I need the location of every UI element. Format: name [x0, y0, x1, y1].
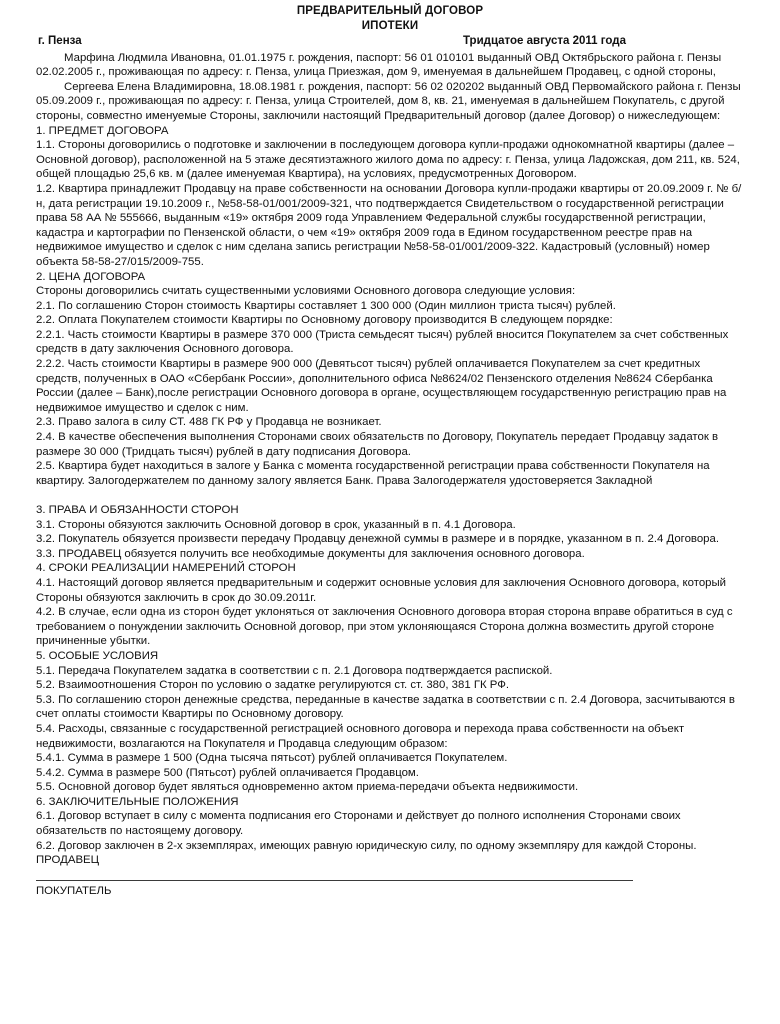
clause-4-1: 4.1. Настоящий договор является предварительным и содержит основные условия для заключения Основного договора, который Стороны обязуются заключить в срок до 30.09.2011г. [36, 576, 727, 604]
section-heading-2: 2. ЦЕНА ДОГОВОРА [36, 270, 146, 283]
title-line-1: ПРЕДВАРИТЕЛЬНЫЙ ДОГОВОР [296, 5, 484, 17]
clause-5-1: 5.1. Передача Покупателем задатка в соответствии с п. 2.1 Договора подтверждается распиской. [36, 664, 553, 677]
document-body [36, 51, 744, 899]
clause-3-3: 3.3. ПРОДАВЕЦ обязуется получить все необходимые документы для заключения основного договора. [36, 547, 585, 560]
clause-2-1: 2.1. По соглашению Сторон стоимость Квартиры составляет 1 300 000 (Один миллион триста тысяч) рублей. [36, 299, 616, 312]
clause-6-2: 6.2. Договор заключен в 2-х экземплярах, имеющих равную юридическую силу, по одному экземпляру для каждой Стороны. [36, 839, 697, 852]
date-label: Тридцатое августа 2011 года [462, 35, 626, 48]
clause-2-2-1: 2.2.1. Часть стоимости Квартиры в размере 370 000 (Триста семьдесят тысяч) рублей вносится Покупателем за счет собственных средств в дату заключения Основного договора. [36, 328, 729, 356]
section-spacer [36, 488, 744, 503]
section-heading-6: 6. ЗАКЛЮЧИТЕЛЬНЫЕ ПОЛОЖЕНИЯ [36, 795, 239, 808]
section-heading-4: 4. СРОКИ РЕАЛИЗАЦИИ НАМЕРЕНИЙ СТОРОН [36, 562, 296, 575]
section-heading-1: 1. ПРЕДМЕТ ДОГОВОРА [36, 124, 169, 137]
clause-5-5: 5.5. Основной договор будет являться одновременно актом приема-передачи объекта недвижимости. [36, 781, 579, 794]
clause-6-1: 6.1. Договор вступает в силу с момента подписания его Сторонами и действует до полного исполнения Сторонами своих обязательств по настоящему договору. [36, 810, 681, 838]
signature-rule [36, 880, 633, 881]
clause-5-3: 5.3. По соглашению сторон денежные средства, переданные в качестве задатка в соответствии с п. 2.4 Договора, засчитываются в счет оплаты стоимости Квартиры по Основному договору. [36, 693, 735, 721]
title-line-2: ИПОТЕКИ [361, 19, 419, 32]
seller-signature-label: ПРОДАВЕЦ [36, 854, 100, 867]
clause-3-2: 3.2. Покупатель обязуется произвести передачу Продавцу денежной суммы в размере и в порядке, указанном в п. 2.4 Договора. [36, 533, 720, 546]
clause-5-4: 5.4. Расходы, связанные с государственной регистрацией основного договора и перехода права собственности на объект недвижимости, возлагаются на Покупателя и Продавца следующим образом: [36, 722, 685, 750]
clause-5-4-2: 5.4.2. Сумма в размере 500 (Пятьсот) рублей оплачивается Продавцом. [36, 766, 419, 779]
document-meta-row [36, 34, 744, 49]
party-paragraph-seller: Марфина Людмила Ивановна, 01.01.1975 г. рождения, паспорт: 56 01 010101 выданный ОВД Октябрьского района г. Пензы 02.02.2005 г., проживающая по адресу: г. Пенза, улица Приезжая, дом 9, именуемая в дальнейшем Продавец, с одной стороны, [36, 51, 722, 79]
section-heading-5: 5. ОСОБЫЕ УСЛОВИЯ [36, 649, 159, 662]
clause-3-1: 3.1. Стороны обязуются заключить Основной договор в срок, указанный в п. 4.1 Договора. [36, 518, 516, 531]
buyer-signature-label: ПОКУПАТЕЛЬ [36, 884, 112, 897]
clause-1-1: 1.1. Стороны договорились о подготовке и заключении в последующем договора купли-продажи однокомнатной квартиры (далее – Основной договор), расположенной на 5 этаже десятиэтажного жилого дома по адресу: г. Пенза, улица Ладожская, дом 211, кв. 524, общей площадью 25,6 кв. м (далее именуемая Квартира), на условиях, предусмотренных Договором. [36, 139, 740, 181]
clause-2-5: 2.5. Квартира будет находиться в залоге у Банка с момента государственной регистрации права собственности Покупателя на квартиру. Залогодержателем по данному залогу является Банк. Права Залогодержателя удостоверяется Закладной [36, 460, 710, 487]
clause-5-2: 5.2. Взаимоотношения Сторон по условию о задатке регулируются ст. ст. 380, 381 ГК РФ. [36, 679, 510, 692]
section-heading-3: 3. ПРАВА И ОБЯЗАННОСТИ СТОРОН [36, 504, 239, 516]
city-label: г. Пенза [38, 35, 82, 48]
clause-1-2: 1.2. Квартира принадлежит Продавцу на праве собственности на основании Договора купли-продажи квартиры от 20.09.2009 г. № б/н, дата регистрации 19.10.2009 г., №58-58-01/001/2009-321, что подтверждается Свидетельством о государственной регистрации права 58 АА № 555666, выданным «19» октября 2009 года Управлением Федеральной службы государственной регистрации, кадастра и картографии по Пензенской области, о чем «19» октября 2009 года в Едином государственном реестре прав на недвижимое имущество и сделок с ним сделана запись регистрации №58-58-01/001/2009-322. Кадастровый (условный) номер объекта 58-58-27/015/2009-755. [36, 182, 742, 268]
clause-2-4: 2.4. В качестве обеспечения выполнения Сторонами своих обязательств по Договору, Покупатель передает Продавцу задаток в размере 30 000 (Тридцать тысяч) рублей в дату подписания Договора. [36, 431, 719, 458]
document-title [36, 4, 744, 33]
clause-2-3: 2.3. Право залога в силу СТ. 488 ГК РФ у Продавца не возникает. [36, 416, 382, 429]
clause-5-4-1: 5.4.1. Сумма в размере 1 500 (Одна тысяча пятьсот) рублей оплачивается Покупателем. [36, 752, 508, 765]
clause-2-2-2: 2.2.2. Часть стоимости Квартиры в размере 900 000 (Девятьсот тысяч) рублей оплачивается Покупателем за счет кредитных средств, полученных в ОАО «Сбербанк России», дополнительного офиса №8624/02 Пензенского отделения №8624 Сбербанка России (далее – Банк),после регистрации Основного договора в органе, осуществляющем государственную регистрацию прав на недвижимое имущество и сделок с ним. [36, 358, 727, 414]
clause-2-intro: Стороны договорились считать существенными условиями Основного договора следующие условия: [36, 285, 576, 298]
clause-4-2: 4.2. В случае, если одна из сторон будет уклоняться от заключения Основного договора вторая сторона вправе обратиться в суд с требованием о понуждении заключить Основной договор, при этом уклоняющаяся Сторона должна возместить другой стороне причиненные убытки. [36, 606, 733, 648]
clause-2-2: 2.2. Оплата Покупателем стоимости Квартиры по Основному договору производится В следующем порядке: [36, 314, 613, 327]
party-paragraph-buyer: Сергеева Елена Владимировна, 18.08.1981 г. рождения, паспорт: 56 02 020202 выданный ОВД Первомайского района г. Пензы 05.09.2009 г., проживающая по адресу: г. Пенза, улица Строителей, дом 8, кв. 21, именуемая в дальнейшем Покупатель, с другой стороны, совместно именуемые Стороны, заключили настоящий Предварительный договор (далее Договор) о нижеследующем: [36, 80, 741, 122]
